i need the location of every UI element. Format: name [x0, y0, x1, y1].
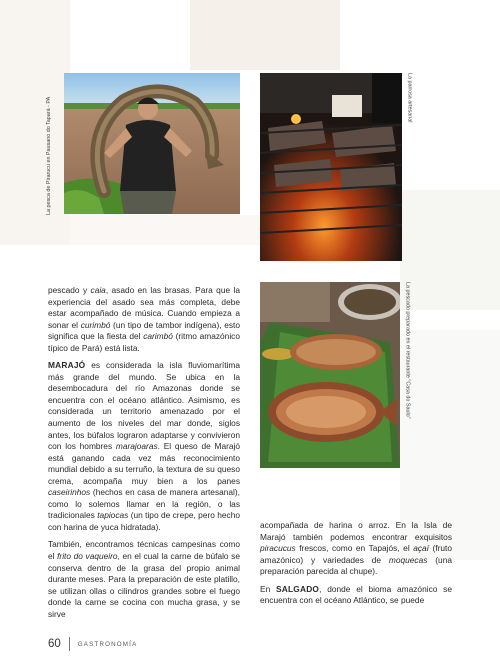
- right-text-column: [260, 520, 452, 613]
- background-wash: [70, 215, 260, 245]
- page-footer: [48, 634, 137, 654]
- photo-caption: La pesca de Pirarucu en Pausano do Tapará - PA: [46, 96, 52, 215]
- paragraph: MARAJÓ es considerada la isla fluviomarítima más grande del mundo. Se ubica en la desembocadura del río Amazonas donde se encuentra con el océano atlántico. Asimismo, es considerada un territorio amenazado por el aumento de los niveles del mar donde, siglos antes, los búfalos lograron adaptarse y convivieron con los hombres marajoaras. El queso de Marajó está ganando cada vez más reconocimiento mundial debido a su terruño, la textura de su queso crema, acompaña muy bien a los panes caseirinhos (hechos en casa de manera artesanal), como lo solemos llamar en la región, o las tradicionales tapiocas (un tipo de crepe, pero hecho con harina de yuca hidratada).: [48, 360, 240, 532]
- paragraph: acompañada de harina o arroz. En la Isla de Marajó también podemos encontrar exquisitos piracucus frescos, como en Tapajós, el açaí (fruto amazónico) y variedades de moquecas (una preparación parecida al chupe).: [260, 520, 452, 577]
- photo-caption: La parrosa artesanal: [406, 73, 413, 123]
- left-text-column: [48, 285, 240, 626]
- paragraph: En SALGADO, donde el bioma amazónico se encuentra con el océano Atlántico, se puede: [260, 583, 452, 606]
- paragraph: También, encontramos técnicas campesinas como el frito do vaqueiro, en el cual la carne de búfalo se conserva dentro de la grasa del propio animal durante meses. Para la preparación de este platillo, se utilizan ollas o cilindros grandes sobre el fuego donde la carne se cocina con mucha grasa, y se sirve: [48, 539, 240, 619]
- footer-divider: [69, 637, 70, 651]
- grill-photo: [260, 73, 402, 261]
- caption-line: restaurante "Casa do Saulo": [404, 350, 411, 419]
- background-wash: [0, 0, 70, 245]
- background-wash: [190, 0, 340, 70]
- photo-caption: [404, 282, 411, 419]
- page-number: 60: [48, 638, 61, 650]
- background-wash: [400, 190, 500, 310]
- fisherman-pirarucu-photo: [64, 73, 240, 214]
- fish-dish-photo: [260, 282, 400, 468]
- caption-line: La pescado preparado en el: [404, 282, 411, 350]
- paragraph: pescado y caia, asado en las brasas. Para que la experiencia del asado sea más completa, debe estar acompañado de música. Cuando empieza a sonar el curimbó (un tipo de tambor indígena), esto significa que la fiesta del carimbó (ritmo amazónico típico de Pará) está lista.: [48, 285, 240, 353]
- section-name: GASTRONOMÍA: [77, 640, 138, 648]
